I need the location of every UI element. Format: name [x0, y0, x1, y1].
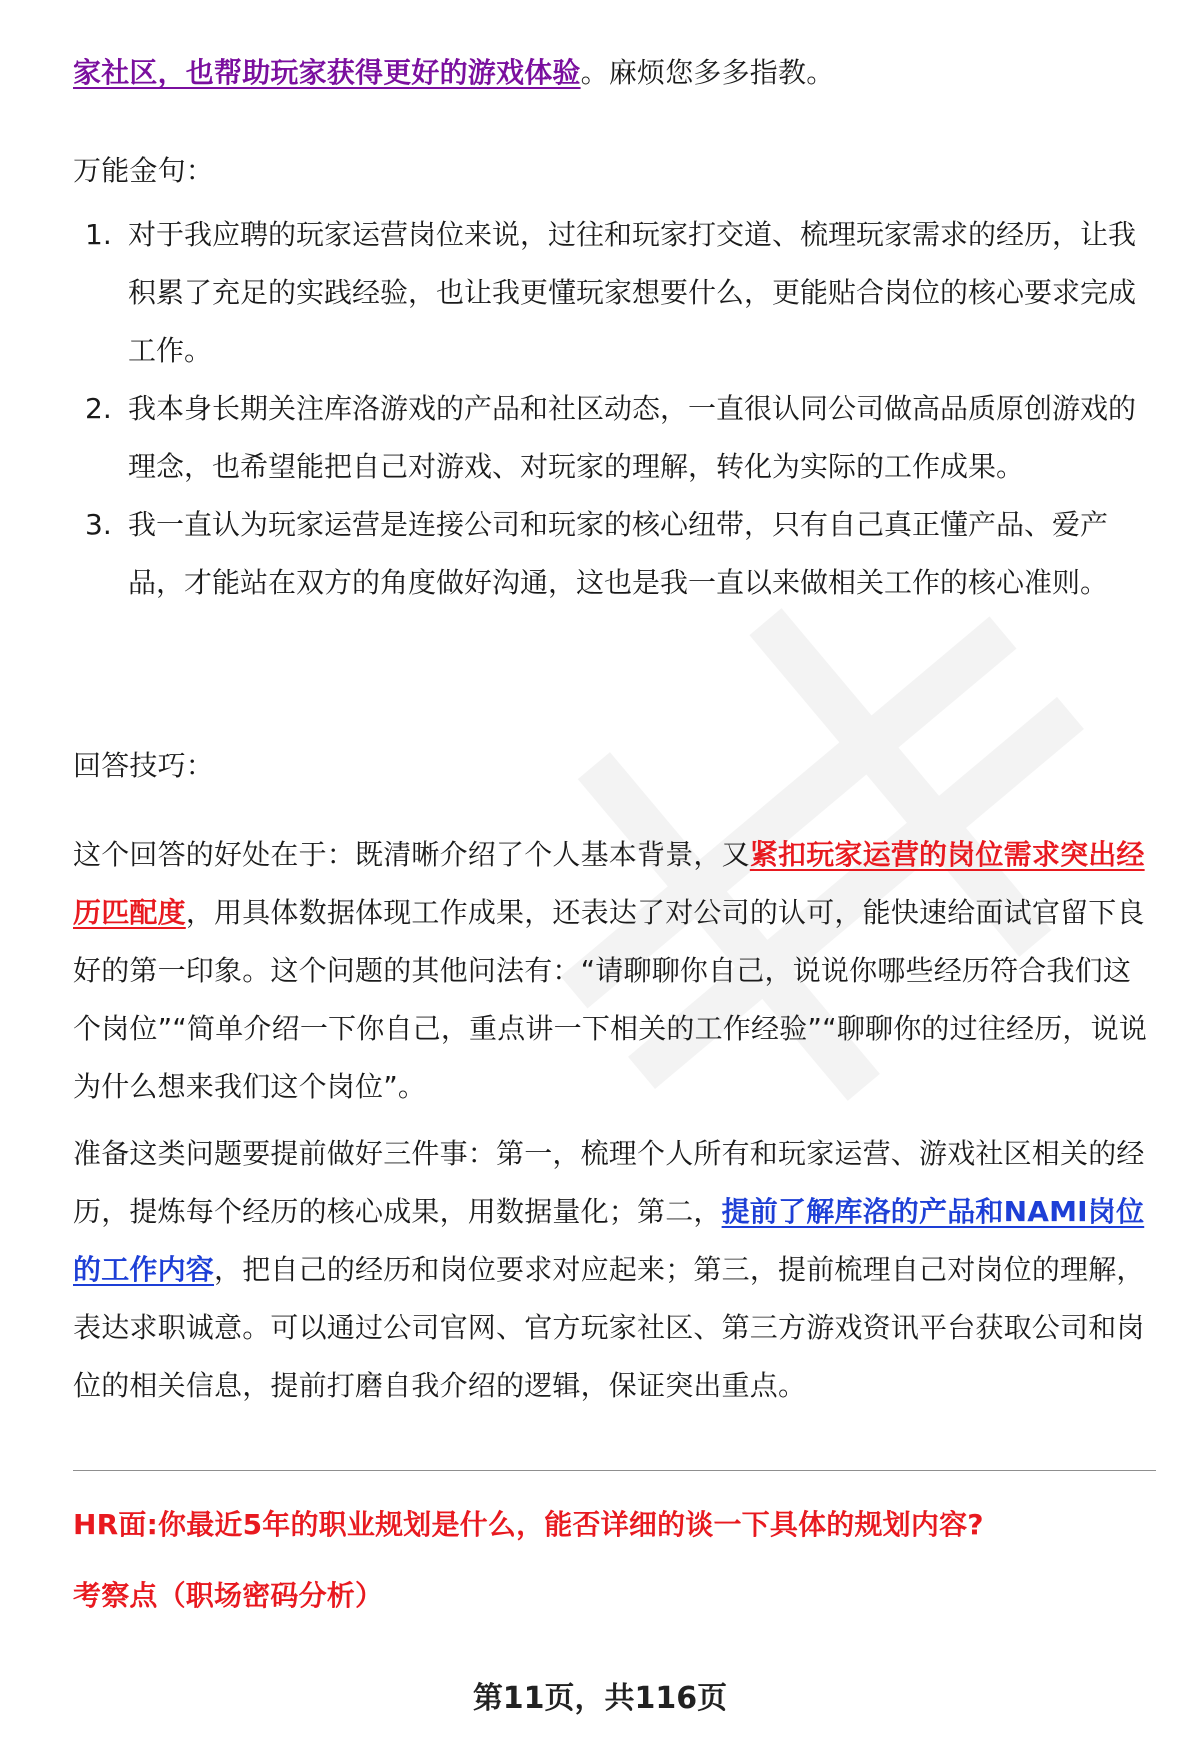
tips-p1-highlight: 紧扣玩家运营的岗位需求突出经历匹配度: [73, 838, 1145, 929]
tips-p1-text-a: 这个回答的好处在于：既清晰介绍了个人基本背景，又: [73, 838, 750, 871]
hr-question: HR面:你最近5年的职业规划是什么，能否详细的谈一下具体的规划内容?: [73, 1508, 984, 1541]
list-item-text: 我本身长期关注库洛游戏的产品和社区动态，一直很认同公司做高品质原创游戏的理念，也希望能把自己对游戏、对玩家的理解，转化为实际的工作成果。: [128, 392, 1137, 483]
golden-heading: 万能金句：: [73, 154, 215, 187]
list-number: 2.: [85, 392, 112, 425]
hr-inspection-point: 考察点（职场密码分析）: [73, 1579, 384, 1612]
tips-heading: 回答技巧：: [73, 749, 215, 782]
intro-rest: 。麻烦您多多指教。: [580, 56, 835, 89]
list-item-text: 我一直认为玩家运营是连接公司和玩家的核心纽带，只有自己真正懂产品、爱产品，才能站在双方的角度做好沟通，这也是我一直以来做相关工作的核心准则。: [128, 508, 1109, 599]
intro-highlight: 家社区，也帮助玩家获得更好的游戏体验: [73, 56, 581, 89]
list-item: [73, 206, 1153, 380]
tips-p2-highlight: 提前了解库洛的产品和NAMI岗位的工作内容: [73, 1195, 1145, 1286]
tips-p2-text-a: 准备这类问题要提前做好三件事：第一，梳理个人所有和玩家运营、游戏社区相关的经历，提炼每个经历的核心成果，用数据量化；第二，: [73, 1137, 1145, 1228]
list-number: 1.: [85, 218, 112, 251]
list-number: 3.: [85, 508, 112, 541]
intro-tail-paragraph: [73, 44, 1153, 102]
list-item: [73, 380, 1153, 496]
golden-list: [73, 206, 1153, 612]
tips-p1-text-b: ，用具体数据体现工作成果，还表达了对公司的认可，能快速给面试官留下良好的第一印象。这个问题的其他问法有：“请聊聊你自己，说说你哪些经历符合我们这个岗位”“简单介绍一下你自己，重点讲一下相关的工作经验”“聊聊你的过往经历，说说为什么想来我们这个岗位”。: [73, 896, 1148, 1103]
list-item: [73, 496, 1153, 612]
page-number: 第11页，共116页: [472, 1681, 728, 1716]
tips-paragraph-1: [73, 826, 1153, 1116]
tips-paragraph-2: [73, 1125, 1153, 1415]
tips-p2-text-b: ，把自己的经历和岗位要求对应起来；第三，提前梳理自己对岗位的理解，表达求职诚意。可以通过公司官网、官方玩家社区、第三方游戏资讯平台获取公司和岗位的相关信息，提前打磨自我介绍的逻辑，保证突出重点。: [73, 1253, 1145, 1402]
list-item-text: 对于我应聘的玩家运营岗位来说，过往和玩家打交道、梳理玩家需求的经历，让我积累了充足的实践经验，也让我更懂玩家想要什么，更能贴合岗位的核心要求完成工作。: [128, 218, 1137, 367]
section-divider: [73, 1470, 1156, 1471]
